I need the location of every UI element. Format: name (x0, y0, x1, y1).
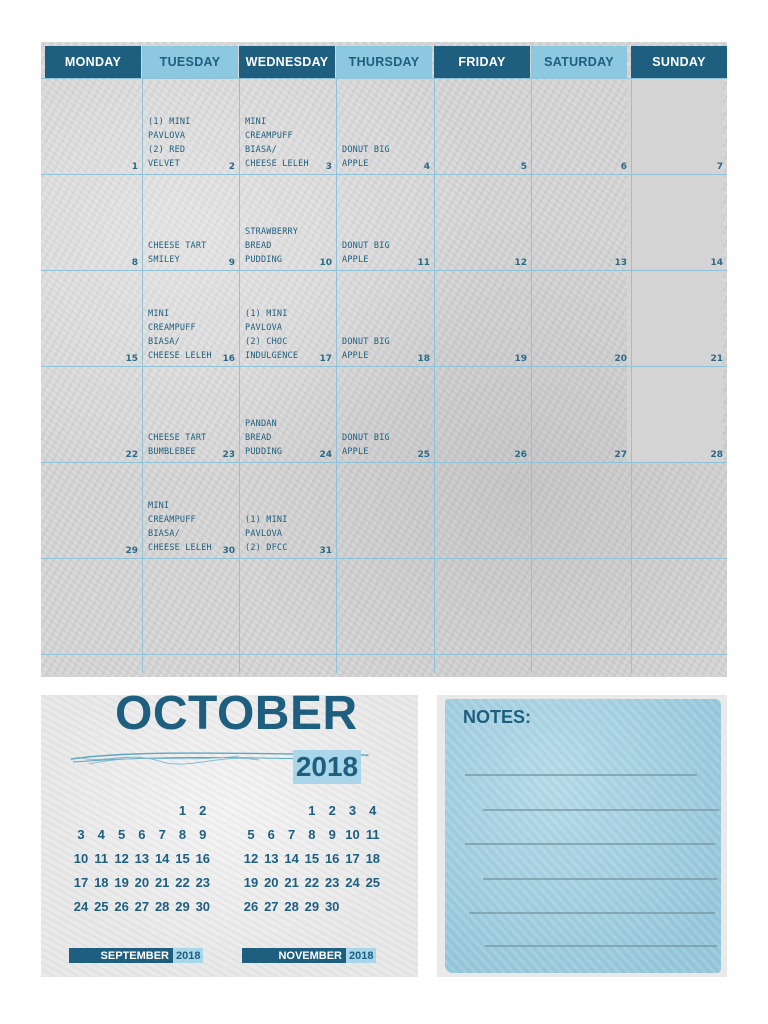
event-line: CREAMPUFF (148, 515, 196, 525)
event-line: PANDAN (245, 419, 277, 429)
mini-label-month: NOVEMBER (242, 948, 346, 963)
mini-calendar-day: 5 (117, 827, 126, 842)
event-line: CREAMPUFF (245, 131, 293, 141)
day-number: 1 (131, 162, 138, 172)
day-cell (434, 79, 531, 175)
event-line: BREAD (245, 241, 272, 251)
mini-calendar-day: 6 (267, 827, 275, 842)
mini-calendar-day: 1 (178, 803, 187, 818)
mini-calendar-day: 26 (114, 899, 129, 914)
day-number: 6 (620, 162, 627, 172)
mini-calendar-day: 2 (328, 803, 336, 818)
header-thursday: THURSDAY (336, 46, 432, 78)
event-text (245, 307, 315, 363)
day-number: 25 (417, 450, 430, 460)
event-line: APPLE (342, 351, 369, 361)
day-cell (142, 175, 239, 271)
mini-calendar-day: 15 (175, 851, 190, 866)
day-number: 29 (125, 546, 138, 556)
day-cell (142, 367, 239, 463)
mini-calendar-row (241, 875, 391, 893)
event-line: BIASA/ (148, 529, 180, 539)
mini-calendar-day: 14 (284, 851, 299, 866)
day-cell (239, 175, 336, 271)
event-text (342, 335, 412, 363)
mini-calendar-day: 20 (134, 875, 150, 890)
event-text (148, 499, 218, 555)
mini-calendar-day: 23 (195, 875, 211, 890)
day-number: 24 (319, 450, 332, 460)
mini-calendar-day: 16 (324, 851, 340, 866)
day-number: 8 (131, 258, 138, 268)
day-cell (531, 463, 631, 559)
event-text (148, 115, 218, 171)
event-line: PUDDING (245, 447, 283, 457)
year-badge: 2018 (293, 750, 361, 784)
mini-calendar-day: 27 (134, 899, 150, 914)
mini-calendar-row (71, 827, 221, 845)
event-line: INDULGENCE (245, 351, 299, 361)
day-cell (142, 463, 239, 559)
mini-calendar-row (71, 803, 221, 821)
day-cell (434, 175, 531, 271)
notes-paper (445, 699, 721, 973)
day-cell (631, 79, 727, 175)
header-wednesday: WEDNESDAY (239, 46, 335, 78)
mini-calendar-day: 16 (195, 851, 211, 866)
event-line: PAVLOVA (245, 529, 283, 539)
mini-calendar-row (71, 851, 221, 869)
day-cell (531, 79, 631, 175)
mini-calendar-day: 28 (154, 899, 170, 914)
note-line (465, 774, 697, 776)
mini-calendar-row (241, 899, 391, 917)
mini-label-november (242, 948, 376, 963)
mini-calendar-day: 11 (94, 851, 109, 866)
note-line (483, 878, 717, 880)
event-line: BREAD (245, 433, 272, 443)
header-sunday: SUNDAY (631, 46, 727, 78)
day-number: 9 (228, 258, 235, 268)
event-line: BUMBLEBEE (148, 447, 196, 457)
event-line: STRAWBERRY (245, 227, 299, 237)
day-number: 5 (520, 162, 527, 172)
day-number: 22 (125, 450, 138, 460)
mini-calendar-day: 2 (199, 803, 207, 818)
event-line: CHEESE LELEH (245, 159, 309, 169)
mini-calendar-day: 7 (287, 827, 296, 842)
mini-calendar-day: 17 (73, 875, 89, 890)
event-text (148, 239, 218, 267)
day-cell (142, 271, 239, 367)
day-number: 10 (319, 258, 332, 268)
event-line: BIASA/ (148, 337, 180, 347)
event-line: (1) MINI (245, 515, 288, 525)
day-cell (434, 367, 531, 463)
mini-calendar-day: 21 (284, 875, 299, 890)
event-line: (2) CHOC (245, 337, 288, 347)
month-title: OCTOBER (115, 687, 358, 740)
day-cell (239, 367, 336, 463)
mini-calendar-day: 4 (97, 827, 105, 842)
mini-calendar-day: 24 (345, 875, 360, 890)
event-text (148, 307, 218, 363)
event-line: (1) MINI (148, 117, 191, 127)
mini-label-month: SEPTEMBER (69, 948, 173, 963)
event-line: (2) DFCC (245, 543, 288, 553)
event-line: CHEESE TART (148, 241, 207, 251)
mini-calendar-day: 10 (345, 827, 360, 842)
day-cell (434, 463, 531, 559)
mini-calendar-day: 9 (199, 827, 207, 842)
mini-calendar-row (241, 827, 391, 845)
day-number: 31 (319, 546, 332, 556)
event-text (245, 417, 315, 459)
day-cell (531, 175, 631, 271)
event-line: DONUT BIG (342, 433, 390, 443)
mini-calendar-day: 9 (328, 827, 336, 842)
mini-calendar-row (241, 803, 391, 821)
event-line: PAVLOVA (245, 323, 283, 333)
day-number: 2 (228, 162, 235, 172)
event-line: DONUT BIG (342, 241, 390, 251)
mini-calendar-day: 12 (243, 851, 259, 866)
event-text (342, 239, 412, 267)
day-cell (45, 175, 142, 271)
mini-calendar-day: 20 (264, 875, 279, 890)
calendar-grid (41, 42, 727, 677)
day-number: 27 (614, 450, 627, 460)
mini-calendar-row (71, 875, 221, 893)
mini-calendar-day: 23 (324, 875, 340, 890)
mini-calendar-day: 17 (345, 851, 360, 866)
mini-calendar-day: 5 (247, 827, 255, 842)
mini-calendar-day: 15 (304, 851, 320, 866)
note-line (485, 945, 717, 947)
event-line: CREAMPUFF (148, 323, 196, 333)
mini-calendar-day: 8 (178, 827, 187, 842)
day-cell (336, 79, 434, 175)
event-line: (1) MINI (245, 309, 288, 319)
day-cell (434, 271, 531, 367)
day-cell (531, 271, 631, 367)
day-number: 18 (417, 354, 430, 364)
day-number: 30 (222, 546, 235, 556)
mini-calendar-day: 18 (94, 875, 109, 890)
note-line (465, 843, 715, 845)
mini-calendar-day: 30 (324, 899, 340, 914)
mini-calendar-day: 1 (308, 803, 316, 818)
grid-line-horizontal (41, 654, 727, 655)
day-cell (336, 175, 434, 271)
day-number: 15 (125, 354, 138, 364)
event-line: MINI (245, 117, 267, 127)
event-line: PUDDING (245, 255, 283, 265)
mini-calendar-day: 7 (158, 827, 166, 842)
day-cell (631, 463, 727, 559)
day-cell (336, 367, 434, 463)
event-line: PAVLOVA (148, 131, 186, 141)
day-cell (631, 367, 727, 463)
event-text (342, 143, 412, 171)
mini-calendar-row (71, 899, 221, 917)
notes-title: NOTES: (463, 707, 532, 727)
day-cell (336, 463, 434, 559)
mini-calendar-day: 21 (154, 875, 170, 890)
day-number: 11 (417, 258, 430, 268)
day-cell (239, 79, 336, 175)
day-number: 21 (710, 354, 723, 364)
note-line (469, 912, 715, 914)
mini-calendar-day: 13 (264, 851, 279, 866)
day-cell (45, 367, 142, 463)
day-number: 12 (514, 258, 527, 268)
mini-calendar-day: 14 (154, 851, 170, 866)
day-number: 4 (423, 162, 430, 172)
event-line: CHEESE LELEH (148, 543, 212, 553)
mini-calendar-day: 25 (365, 875, 381, 890)
mini-calendar-day: 6 (138, 827, 146, 842)
mini-label-year: 2018 (173, 948, 203, 963)
day-cell (45, 271, 142, 367)
event-line: (2) RED (148, 145, 186, 155)
mini-calendar-day: 29 (304, 899, 320, 914)
mini-calendar-day: 11 (365, 827, 380, 842)
month-panel (41, 687, 418, 977)
mini-calendar-day: 22 (175, 875, 190, 890)
day-number: 20 (614, 354, 627, 364)
mini-calendar-day: 24 (73, 899, 89, 914)
event-line: MINI (148, 309, 170, 319)
day-number: 14 (710, 258, 723, 268)
header-saturday: SATURDAY (531, 46, 627, 78)
event-text (148, 431, 218, 459)
day-number: 3 (325, 162, 332, 172)
day-cell (45, 463, 142, 559)
event-text (245, 115, 315, 171)
event-line: MINI (148, 501, 170, 511)
day-cell (631, 175, 727, 271)
weekday-header (45, 46, 727, 78)
mini-calendar-day: 18 (365, 851, 381, 866)
event-line: VELVET (148, 159, 180, 169)
event-line: CHEESE LELEH (148, 351, 212, 361)
mini-calendar-day: 29 (175, 899, 190, 914)
event-line: BIASA/ (245, 145, 277, 155)
mini-calendar-day: 25 (94, 899, 109, 914)
day-cell (239, 463, 336, 559)
day-number: 16 (222, 354, 235, 364)
mini-calendar-day: 3 (348, 803, 357, 818)
day-cell (631, 271, 727, 367)
mini-calendar-day: 19 (114, 875, 129, 890)
mini-calendar-day: 28 (284, 899, 299, 914)
event-line: APPLE (342, 447, 369, 457)
mini-calendar-day: 26 (243, 899, 259, 914)
event-text (245, 513, 315, 555)
event-line: CHEESE TART (148, 433, 207, 443)
event-line: SMILEY (148, 255, 180, 265)
notes-panel (437, 695, 727, 977)
mini-calendar-day: 13 (134, 851, 150, 866)
note-line (483, 809, 719, 811)
day-number: 7 (716, 162, 723, 172)
mini-label-year: 2018 (346, 948, 376, 963)
event-text (245, 225, 315, 267)
day-number: 26 (514, 450, 527, 460)
mini-calendar-day: 22 (304, 875, 320, 890)
event-line: APPLE (342, 159, 369, 169)
mini-calendar-day: 12 (114, 851, 129, 866)
event-text (342, 431, 412, 459)
mini-calendar-day: 27 (264, 899, 279, 914)
mini-calendar-day: 30 (195, 899, 211, 914)
day-number: 17 (319, 354, 332, 364)
day-cell (142, 79, 239, 175)
mini-calendar-day: 4 (369, 803, 377, 818)
day-number: 13 (614, 258, 627, 268)
day-cell (45, 79, 142, 175)
header-friday: FRIDAY (434, 46, 530, 78)
day-cell (336, 271, 434, 367)
day-cell (531, 367, 631, 463)
mini-label-september (69, 948, 203, 963)
event-line: DONUT BIG (342, 337, 390, 347)
mini-calendar-day: 8 (308, 827, 316, 842)
mini-calendar-day: 19 (243, 875, 259, 890)
day-number: 19 (514, 354, 527, 364)
event-line: DONUT BIG (342, 145, 390, 155)
day-cell (239, 271, 336, 367)
header-monday: MONDAY (45, 46, 141, 78)
header-tuesday: TUESDAY (142, 46, 238, 78)
day-number: 28 (710, 450, 723, 460)
mini-calendar-day: 10 (73, 851, 89, 866)
mini-calendar-row (241, 851, 391, 869)
event-line: APPLE (342, 255, 369, 265)
day-number: 23 (222, 450, 235, 460)
mini-calendar-day: 3 (77, 827, 85, 842)
